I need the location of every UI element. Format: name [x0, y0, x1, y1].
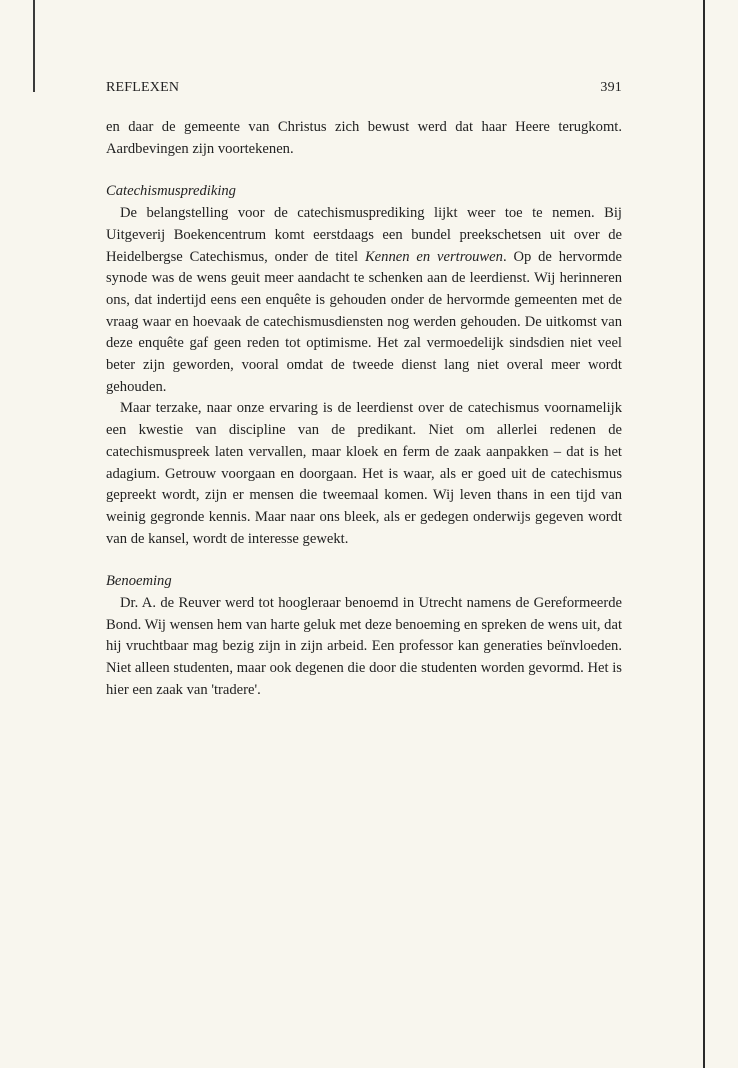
body-text: [106, 117, 622, 702]
section-heading-benoeming: Benoeming: [106, 573, 172, 590]
benoeming-paragraph-1: Dr. A. de Reuver werd tot hoogleraar benoemd in Utrecht namens de Gereformeerde Bond. Wij wensen hem van harte geluk met deze benoeming en spreken de wens uit, dat hij vruchtbaar mag bezig zijn in zijn arbeid. Een professor kan generaties beïnvloeden. Niet alleen studenten, maar ook degenen die door die studenten worden gevormd. Het is hier een zaak van 'tradere'.: [106, 595, 622, 698]
paragraph-text: . Op de hervormde synode was de wens geuit meer aandacht te schenken aan de leerdienst. Wij herinneren ons, dat indertijd eens een enquête is gehouden onder de hervormde gemeenten met de vraag waar en hoevaak de catechismusdiensten nog werden gehouden. De uitkomst van deze enquête gaf geen reden tot optimisme. Het zal vermoedelijk sindsdien niet veel beter zijn geworden, vooral omdat de tweede dienst lang niet overal meer wordt gehouden.: [106, 248, 622, 395]
page-number: 391: [600, 80, 622, 95]
scan-edge-right: [703, 0, 705, 1068]
book-title: Kennen en vertrouwen: [364, 248, 503, 265]
running-head: [106, 80, 622, 100]
section-heading-catechismusprediking: Catechismusprediking: [106, 183, 236, 200]
paragraph-text: De belangstelling voor de catechismusprediking lijkt weer toe te nemen. Bij Uitgeverij Boekencentrum komt eerstdaags een bundel preekschetsen uit over de Heidelbergse Catechismus, onder de titel: [106, 205, 622, 265]
intro-paragraph: en daar de gemeente van Christus zich bewust werd dat haar Heere terugkomt. Aardbevingen zijn voortekenen.: [106, 119, 622, 157]
catechismusprediking-paragraph-1: [106, 203, 622, 398]
scan-edge-left: [33, 0, 35, 92]
running-head-title: REFLEXEN: [106, 80, 180, 95]
catechismusprediking-paragraph-2: Maar terzake, naar onze ervaring is de leerdienst over de catechismus voornamelijk een kwestie van discipline van de predikant. Niet om allerlei redenen de catechismuspreek laten vervallen, maar kloek en ferm de zaak aanpakken – dat is het adagium. Getrouw voorgaan en doorgaan. Het is waar, als er goed uit de catechismus gepreekt wordt, zijn er mensen die tweemaal komen. Wij leven thans in een tijd van weinig gegronde kennis. Maar naar ons bleek, als er gedegen onderwijs gegeven wordt van de kansel, wordt de interesse gewekt.: [106, 400, 622, 547]
section-gap: [106, 550, 622, 571]
section-gap: [106, 160, 622, 181]
